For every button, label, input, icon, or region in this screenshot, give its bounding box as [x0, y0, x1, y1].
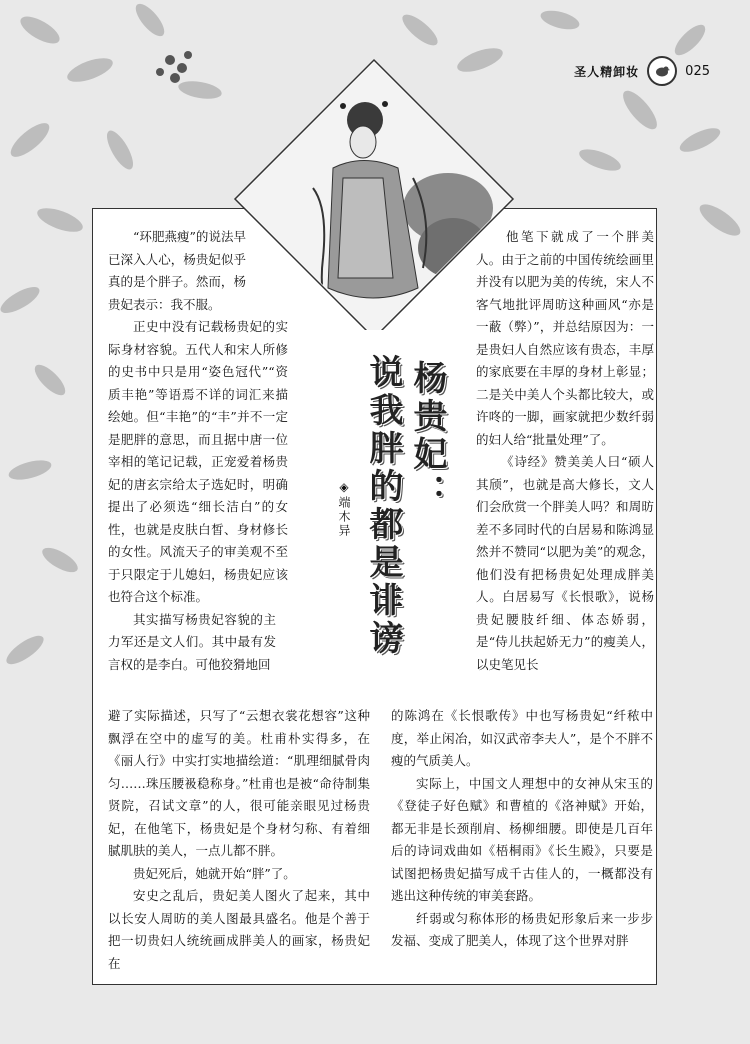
paragraph: 正史中没有记载杨贵妃的实际身材容貌。五代人和宋人所修的史书中只是用“姿色冠代”“资质丰艳”等语焉不详的词汇来描绘她。但“丰艳”的“丰”并不一定是肥胖的意思，而且据中唐一位宰相的笔记记载，正宠爱着杨贵妃的唐玄宗给太子选妃时，明确提出了必须选“细长洁白”的女性，也就是皮肤白皙、身材修长的女性。风流天子的审美观不至于只限定于儿媳妇，杨贵妃应该也符合这个标准。	[108, 319, 288, 604]
paragraph: 他笔下就成了一个胖美人。由于之前的中国传统绘画里并没有以肥为美的传统，宋人不客气地批评周昉这种画风“亦是一蔽（弊）”，并总结原因为：一是贵妇人自然应该有贵态，丰厚的家底要在丰厚的身材上彰显；二是关中美人个头都比较大，或许咚的一脚，画家就把少数纤弱的妇人给“批量处理”了。	[476, 229, 654, 447]
bottom-left-column	[108, 705, 370, 975]
paragraph: 其实描写杨贵妃容貌的主力军还是文人们。其中最有发言权的是李白。可他狡猾地回	[108, 611, 276, 672]
paragraph: 贵妃死后，她就开始“胖”了。	[133, 865, 296, 881]
paragraph: “环肥燕瘦”的说法早已深入人心，杨贵妃似乎真的是个胖子。然而，杨贵妃表示：我不服。	[108, 229, 246, 312]
paragraph: 纤弱或匀称体形的杨贵妃形象后来一步步发福、变成了肥美人，体现了这个世界对胖	[391, 910, 653, 948]
headline-line1: 杨贵妃：	[407, 360, 447, 512]
bottom-right-column	[391, 705, 653, 953]
paragraph: 的陈鸿在《长恨歌传》中也写杨贵妃“纤秾中度，举止闲冶，如汉武帝李夫人”，是个不胖不瘦的气质美人。	[391, 708, 653, 768]
bird-logo-icon	[647, 56, 677, 86]
paragraph: 避了实际描述，只写了“云想衣裳花想容”这种飘浮在空中的虚写的美。杜甫朴实得多，在《丽人行》中实打实地描绘道：“肌理细腻骨肉匀……珠压腰衱稳称身。”杜甫也是被“命待制集贤院，召试文章”的人，很可能亲眼见过杨贵妃，在他笔下，杨贵妃是个身材匀称、有着细腻肌肤的美人，一点儿都不胖。	[108, 708, 370, 858]
page-header	[574, 58, 710, 84]
headline-line2: 说我胖的都是诽谤	[363, 354, 403, 658]
author-byline: ◈端木异	[337, 480, 351, 538]
column-name: 圣人精卸妆	[574, 64, 640, 79]
paragraph: 实际上，中国文人理想中的女神从宋玉的《登徒子好色赋》和曹植的《洛神赋》开始，都无非是长颈削肩、杨柳细腰。即使是几百年后的诗词戏曲如《梧桐雨》《长生殿》，只要是试图把杨贵妃描写成千古佳人的，一概都没有逃出这种传统的审美套路。	[391, 775, 653, 903]
paragraph: 《诗经》赞美美人曰“硕人其颀”，也就是高大修长，文人们会欣赏一个胖美人吗？和周昉差不多同时代的白居易和陈鸿显然并不赞同“以肥为美”的观念，他们没有把杨贵妃处理成胖美人。白居易写《长恨歌》，说杨贵妃腰肢纤细、体态娇弱，是“侍儿扶起娇无力”的瘦美人，以史笔见长	[476, 454, 654, 672]
paragraph: 安史之乱后，贵妃美人图火了起来，其中以长安人周昉的美人图最具盛名。他是个善于把一切贵妇人统统画成胖美人的画家，杨贵妃在	[108, 888, 370, 971]
title-block	[325, 330, 465, 690]
page-number: 025	[685, 63, 710, 79]
portrait-illustration	[233, 58, 515, 340]
bottom-section	[108, 705, 653, 975]
